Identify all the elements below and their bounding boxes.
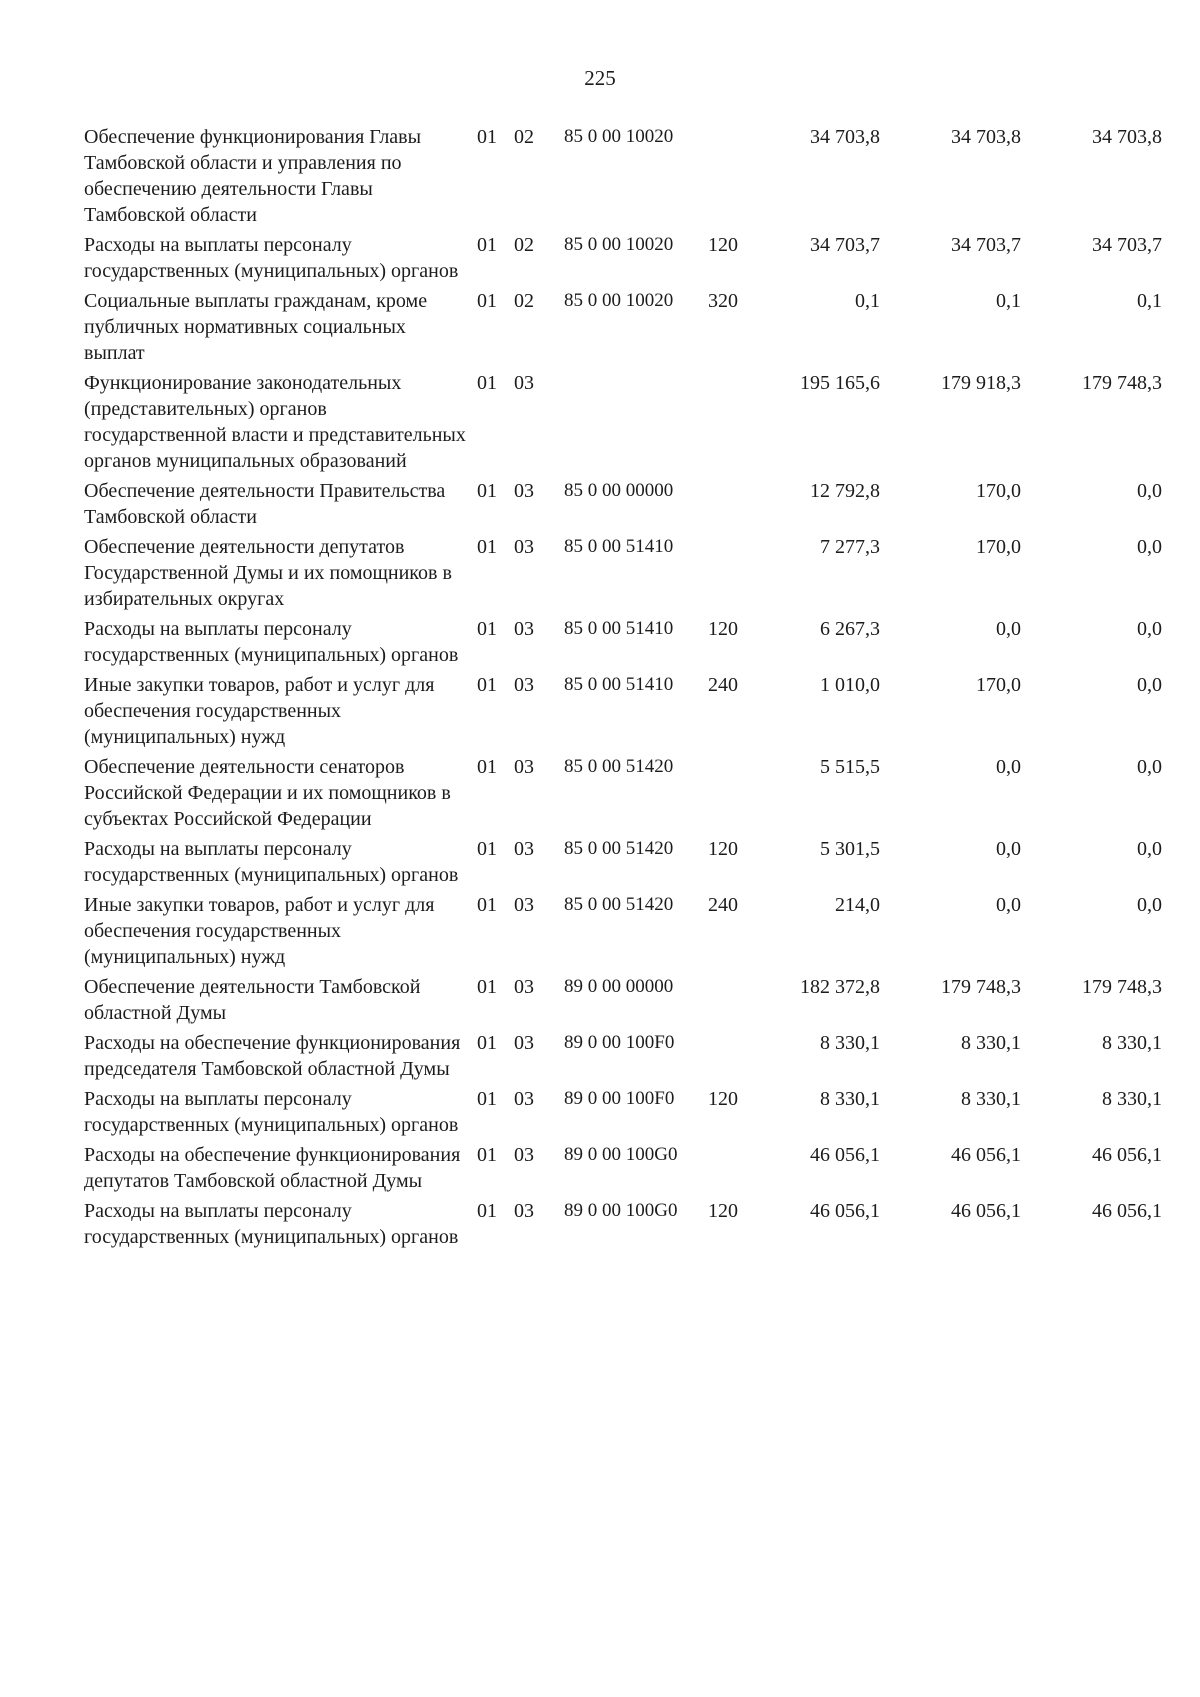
amount-col-1: 8 330,1 xyxy=(820,1088,880,1110)
expense-type-code: 120 xyxy=(708,1088,738,1110)
row-description: Обеспечение деятельности Правительства Тамбовской области xyxy=(84,480,446,528)
row-description: Расходы на выплаты персоналу государственных (муниципальных) органов xyxy=(84,1088,459,1136)
amount-col-3: 0,0 xyxy=(1137,838,1162,860)
amount-col-2: 46 056,1 xyxy=(951,1200,1021,1222)
amount-col-2: 170,0 xyxy=(976,674,1021,696)
expense-type-code: 120 xyxy=(708,838,738,860)
table-row xyxy=(0,288,1200,366)
row-description: Расходы на выплаты персоналу государственных (муниципальных) органов xyxy=(84,838,459,886)
target-article-code: 85 0 00 51410 xyxy=(564,536,674,557)
amount-col-3: 46 056,1 xyxy=(1092,1200,1162,1222)
target-article-code: 85 0 00 10020 xyxy=(564,234,674,255)
amount-col-1: 7 277,3 xyxy=(820,536,880,558)
amount-col-1: 6 267,3 xyxy=(820,618,880,640)
amount-col-2: 0,0 xyxy=(996,894,1021,916)
amount-col-1: 5 515,5 xyxy=(820,756,880,778)
section-code: 01 xyxy=(477,1088,497,1110)
table-row xyxy=(0,124,1200,228)
subsection-code: 03 xyxy=(514,1144,534,1166)
section-code: 01 xyxy=(477,536,497,558)
amount-col-3: 34 703,7 xyxy=(1092,234,1162,256)
amount-col-1: 0,1 xyxy=(855,290,880,312)
section-code: 01 xyxy=(477,976,497,998)
amount-col-2: 0,1 xyxy=(996,290,1021,312)
amount-col-1: 1 010,0 xyxy=(820,674,880,696)
subsection-code: 03 xyxy=(514,618,534,640)
table-row xyxy=(0,1030,1200,1082)
subsection-code: 02 xyxy=(514,234,534,256)
expense-type-code: 320 xyxy=(708,290,738,312)
amount-col-3: 0,1 xyxy=(1137,290,1162,312)
amount-col-1: 195 165,6 xyxy=(800,372,880,394)
section-code: 01 xyxy=(477,234,497,256)
row-description: Социальные выплаты гражданам, кроме публичных нормативных социальных выплат xyxy=(84,290,428,364)
subsection-code: 03 xyxy=(514,674,534,696)
expense-type-code: 240 xyxy=(708,894,738,916)
target-article-code: 85 0 00 51420 xyxy=(564,756,674,777)
section-code: 01 xyxy=(477,618,497,640)
row-description: Иные закупки товаров, работ и услуг для обеспечения государственных (муниципальных) нужд xyxy=(84,894,435,968)
table-row xyxy=(0,1086,1200,1138)
amount-col-3: 179 748,3 xyxy=(1082,976,1162,998)
row-description: Обеспечение деятельности Тамбовской областной Думы xyxy=(84,976,421,1024)
row-description: Расходы на выплаты персоналу государственных (муниципальных) органов xyxy=(84,618,459,666)
amount-col-2: 0,0 xyxy=(996,756,1021,778)
table-row xyxy=(0,616,1200,668)
subsection-code: 03 xyxy=(514,756,534,778)
expense-type-code: 120 xyxy=(708,1200,738,1222)
target-article-code: 85 0 00 51420 xyxy=(564,838,674,859)
amount-col-2: 34 703,7 xyxy=(951,234,1021,256)
row-description: Иные закупки товаров, работ и услуг для обеспечения государственных (муниципальных) нужд xyxy=(84,674,435,748)
amount-col-2: 8 330,1 xyxy=(961,1032,1021,1054)
table-row xyxy=(0,836,1200,888)
row-description: Обеспечение деятельности депутатов Государственной Думы и их помощников в избирательных округах xyxy=(84,536,452,610)
section-code: 01 xyxy=(477,1144,497,1166)
row-description: Обеспечение деятельности сенаторов Российской Федерации и их помощников в субъектах Российской Федерации xyxy=(84,756,451,830)
amount-col-1: 34 703,8 xyxy=(810,126,880,148)
amount-col-3: 8 330,1 xyxy=(1102,1088,1162,1110)
section-code: 01 xyxy=(477,372,497,394)
target-article-code: 89 0 00 100F0 xyxy=(564,1088,675,1109)
target-article-code: 85 0 00 00000 xyxy=(564,480,674,501)
expense-type-code: 240 xyxy=(708,674,738,696)
amount-col-2: 170,0 xyxy=(976,536,1021,558)
amount-col-2: 0,0 xyxy=(996,618,1021,640)
table-row xyxy=(0,534,1200,612)
subsection-code: 03 xyxy=(514,976,534,998)
amount-col-2: 170,0 xyxy=(976,480,1021,502)
table-row xyxy=(0,672,1200,750)
amount-col-3: 0,0 xyxy=(1137,480,1162,502)
table-row xyxy=(0,974,1200,1026)
target-article-code: 89 0 00 100G0 xyxy=(564,1200,678,1221)
amount-col-2: 179 748,3 xyxy=(941,976,1021,998)
section-code: 01 xyxy=(477,756,497,778)
amount-col-3: 34 703,8 xyxy=(1092,126,1162,148)
target-article-code: 85 0 00 51420 xyxy=(564,894,674,915)
expense-type-code: 120 xyxy=(708,618,738,640)
amount-col-1: 5 301,5 xyxy=(820,838,880,860)
section-code: 01 xyxy=(477,480,497,502)
subsection-code: 03 xyxy=(514,480,534,502)
section-code: 01 xyxy=(477,1200,497,1222)
row-description: Расходы на обеспечение функционирования председателя Тамбовской областной Думы xyxy=(84,1032,461,1080)
subsection-code: 02 xyxy=(514,290,534,312)
subsection-code: 03 xyxy=(514,894,534,916)
table-row xyxy=(0,370,1200,474)
table-row xyxy=(0,754,1200,832)
subsection-code: 03 xyxy=(514,1200,534,1222)
amount-col-1: 182 372,8 xyxy=(800,976,880,998)
row-description: Расходы на выплаты персоналу государственных (муниципальных) органов xyxy=(84,234,459,282)
section-code: 01 xyxy=(477,1032,497,1054)
target-article-code: 85 0 00 51410 xyxy=(564,674,674,695)
subsection-code: 03 xyxy=(514,372,534,394)
table-row xyxy=(0,1198,1200,1250)
target-article-code: 89 0 00 00000 xyxy=(564,976,674,997)
table-row xyxy=(0,892,1200,970)
amount-col-3: 8 330,1 xyxy=(1102,1032,1162,1054)
amount-col-3: 46 056,1 xyxy=(1092,1144,1162,1166)
target-article-code: 85 0 00 51410 xyxy=(564,618,674,639)
amount-col-1: 46 056,1 xyxy=(810,1200,880,1222)
amount-col-2: 34 703,8 xyxy=(951,126,1021,148)
target-article-code: 85 0 00 10020 xyxy=(564,290,674,311)
subsection-code: 03 xyxy=(514,1088,534,1110)
expense-type-code: 120 xyxy=(708,234,738,256)
amount-col-1: 214,0 xyxy=(835,894,880,916)
amount-col-2: 8 330,1 xyxy=(961,1088,1021,1110)
amount-col-3: 0,0 xyxy=(1137,618,1162,640)
section-code: 01 xyxy=(477,290,497,312)
section-code: 01 xyxy=(477,894,497,916)
budget-table xyxy=(0,124,1200,1254)
amount-col-3: 0,0 xyxy=(1137,674,1162,696)
target-article-code: 89 0 00 100G0 xyxy=(564,1144,678,1165)
row-description: Обеспечение функционирования Главы Тамбовской области и управления по обеспечению деятельности Главы Тамбовской области xyxy=(84,126,422,226)
amount-col-1: 12 792,8 xyxy=(810,480,880,502)
subsection-code: 03 xyxy=(514,1032,534,1054)
page-number: 225 xyxy=(584,66,616,90)
section-code: 01 xyxy=(477,838,497,860)
target-article-code: 89 0 00 100F0 xyxy=(564,1032,675,1053)
amount-col-3: 0,0 xyxy=(1137,536,1162,558)
table-row xyxy=(0,232,1200,284)
amount-col-3: 179 748,3 xyxy=(1082,372,1162,394)
amount-col-3: 0,0 xyxy=(1137,894,1162,916)
section-code: 01 xyxy=(477,126,497,148)
table-row xyxy=(0,1142,1200,1194)
section-code: 01 xyxy=(477,674,497,696)
amount-col-1: 46 056,1 xyxy=(810,1144,880,1166)
target-article-code: 85 0 00 10020 xyxy=(564,126,674,147)
amount-col-1: 8 330,1 xyxy=(820,1032,880,1054)
row-description: Функционирование законодательных (представительных) органов государственной власти и представительных органов муниципальных образований xyxy=(84,372,466,472)
amount-col-2: 0,0 xyxy=(996,838,1021,860)
amount-col-1: 34 703,7 xyxy=(810,234,880,256)
subsection-code: 02 xyxy=(514,126,534,148)
amount-col-2: 179 918,3 xyxy=(941,372,1021,394)
amount-col-3: 0,0 xyxy=(1137,756,1162,778)
row-description: Расходы на обеспечение функционирования депутатов Тамбовской областной Думы xyxy=(84,1144,461,1192)
subsection-code: 03 xyxy=(514,838,534,860)
table-row xyxy=(0,478,1200,530)
subsection-code: 03 xyxy=(514,536,534,558)
amount-col-2: 46 056,1 xyxy=(951,1144,1021,1166)
row-description: Расходы на выплаты персоналу государственных (муниципальных) органов xyxy=(84,1200,459,1248)
